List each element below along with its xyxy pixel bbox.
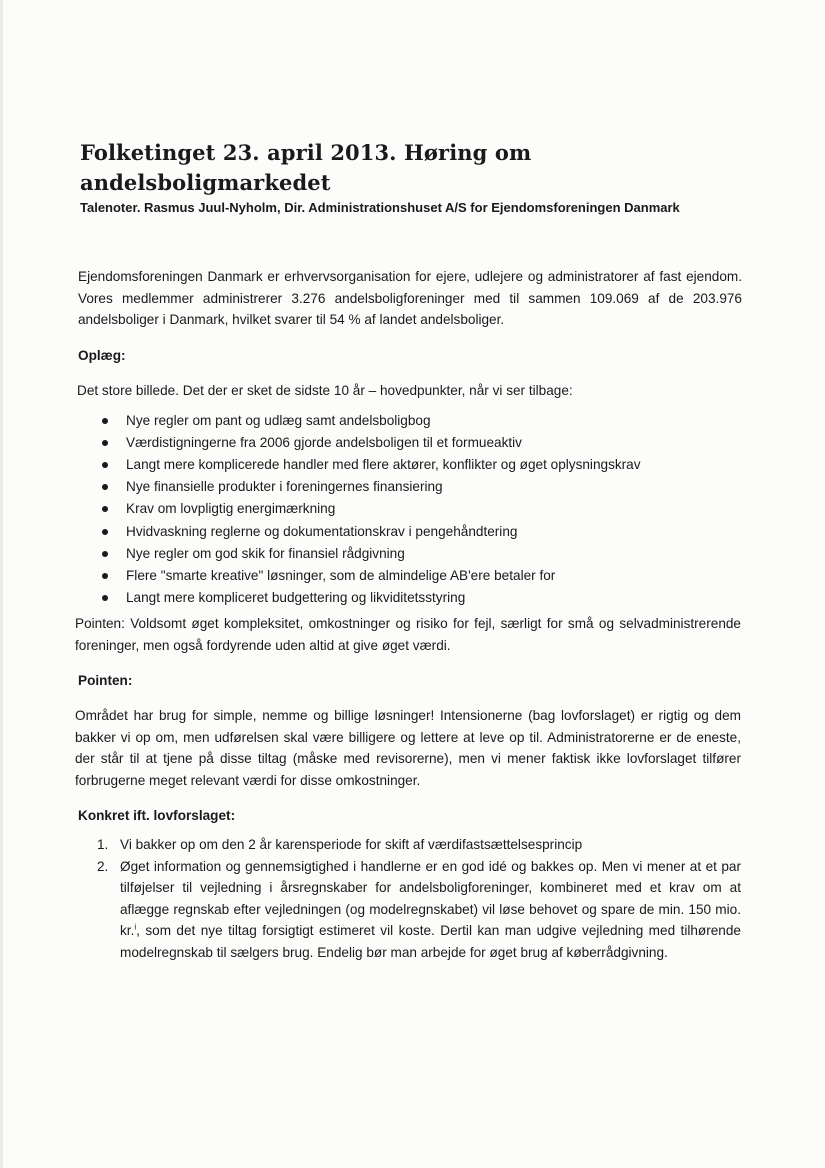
bullet-item bbox=[75, 432, 741, 454]
bullet-icon bbox=[102, 573, 108, 579]
pointen-body-paragraph: Området har brug for simple, nemme og billige løsninger! Intensionerne (bag lovforslaget) er rigtig og dem bakker vi op om, men udførelsen skal være billigere og lettere at leve op til. Administratorerne er de eneste, der står til at tjene på disse tiltag (måske med revisorerne), men vi mener faktisk ikke lovforslaget tilfører forbrugerne meget relevant værdi for disse omkostninger. bbox=[75, 708, 741, 788]
bullet-item bbox=[75, 410, 741, 432]
bullet-text: Langt mere kompliceret budgettering og likviditetsstyring bbox=[126, 590, 466, 606]
bullet-icon bbox=[102, 529, 108, 535]
scan-edge bbox=[0, 0, 3, 1168]
item-text: Øget information og gennemsigtighed i handlerne er en god idé og bakkes op. Men vi mener at et par tilføjelser til vejledning i årsregnskaber for andelsboligforeninger, kombineret med et krav om at aflægge regnskab efter vejledningen (og modelregnskabet) vil løse behovet og spare de min. 150 mio. kr. bbox=[120, 858, 741, 939]
bullet-item bbox=[75, 543, 741, 565]
section-heading-oplaeg: Oplæg: bbox=[78, 347, 126, 363]
bullet-item bbox=[75, 565, 741, 587]
bullet-item bbox=[75, 476, 741, 498]
bullet-icon bbox=[102, 551, 108, 557]
numbered-item bbox=[75, 834, 741, 856]
bullet-item bbox=[75, 521, 741, 543]
section-heading-konkret: Konkret ift. lovforslaget: bbox=[78, 808, 236, 824]
document-subtitle: Talenoter. Rasmus Juul-Nyholm, Dir. Administrationshuset A/S for Ejendomsforeningen Danmark bbox=[80, 200, 680, 215]
section-heading-pointen: Pointen: bbox=[78, 673, 133, 689]
document-title: Folketinget 23. april 2013. Høring om andelsboligmarkedet bbox=[80, 140, 532, 195]
item-number: 1. bbox=[97, 837, 109, 853]
bullet-item bbox=[75, 498, 741, 520]
item-number: 2. bbox=[97, 858, 109, 874]
bullet-text: Nye regler om god skik for finansiel rådgivning bbox=[126, 545, 405, 561]
numbered-list bbox=[75, 834, 741, 963]
bullet-icon bbox=[102, 440, 108, 446]
bullet-text: Nye finansielle produkter i foreningernes finansiering bbox=[126, 479, 443, 495]
bullet-icon bbox=[102, 462, 108, 468]
bullet-text: Krav om lovpligtig energimærkning bbox=[126, 501, 336, 517]
pointen-paragraph: Pointen: Voldsomt øget kompleksitet, omkostninger og risiko for fejl, særligt for små og selvadministrerende foreninger, men også fordyrende uden altid at give øget værdi. bbox=[75, 616, 741, 653]
bullet-item bbox=[75, 454, 741, 476]
bullet-text: Værdistigningerne fra 2006 gjorde andelsboligen til et formueaktiv bbox=[126, 434, 522, 450]
bullet-icon bbox=[102, 595, 108, 601]
bullet-icon bbox=[102, 484, 108, 490]
bullet-item bbox=[75, 587, 741, 609]
bullet-icon bbox=[102, 506, 108, 512]
bullet-text: Hvidvaskning reglerne og dokumentationskrav i pengehåndtering bbox=[126, 523, 518, 539]
intro-paragraph: Ejendomsforeningen Danmark er erhvervsorganisation for ejere, udlejere og administratorer af fast ejendom. Vores medlemmer administrerer 3.276 andelsboligforeninger med til sammen 109.069 af de 203.976 andelsboliger i Danmark, hvilket svarer til 54 % af landet andelsboliger. bbox=[78, 269, 742, 327]
document-content bbox=[75, 138, 741, 963]
item-text: Vi bakker op om den 2 år karensperiode for skift af værdifastsættelsesprincip bbox=[120, 837, 583, 853]
section-lead: Det store billede. Det der er sket de sidste 10 år – hovedpunkter, når vi ser tilbage: bbox=[77, 382, 573, 398]
bullet-text: Flere "smarte kreative" løsninger, som de almindelige AB'ere betaler for bbox=[126, 567, 556, 583]
bullet-icon bbox=[102, 418, 108, 424]
numbered-item bbox=[75, 856, 741, 964]
item-text-continued: , som det nye tiltag forsigtigt estimeret vil koste. Dertil kan man udgive vejledning med tilhørende modelregnskab til sælgers brug. Endelig bør man arbejde for øget brug af køberrådgivning. bbox=[120, 923, 741, 960]
bullet-text: Langt mere komplicerede handler med flere aktører, konflikter og øget oplysningskrav bbox=[126, 456, 641, 472]
bullet-list bbox=[75, 410, 741, 610]
bullet-text: Nye regler om pant og udlæg samt andelsboligbog bbox=[126, 412, 431, 428]
footnote-marker: i bbox=[134, 922, 137, 932]
